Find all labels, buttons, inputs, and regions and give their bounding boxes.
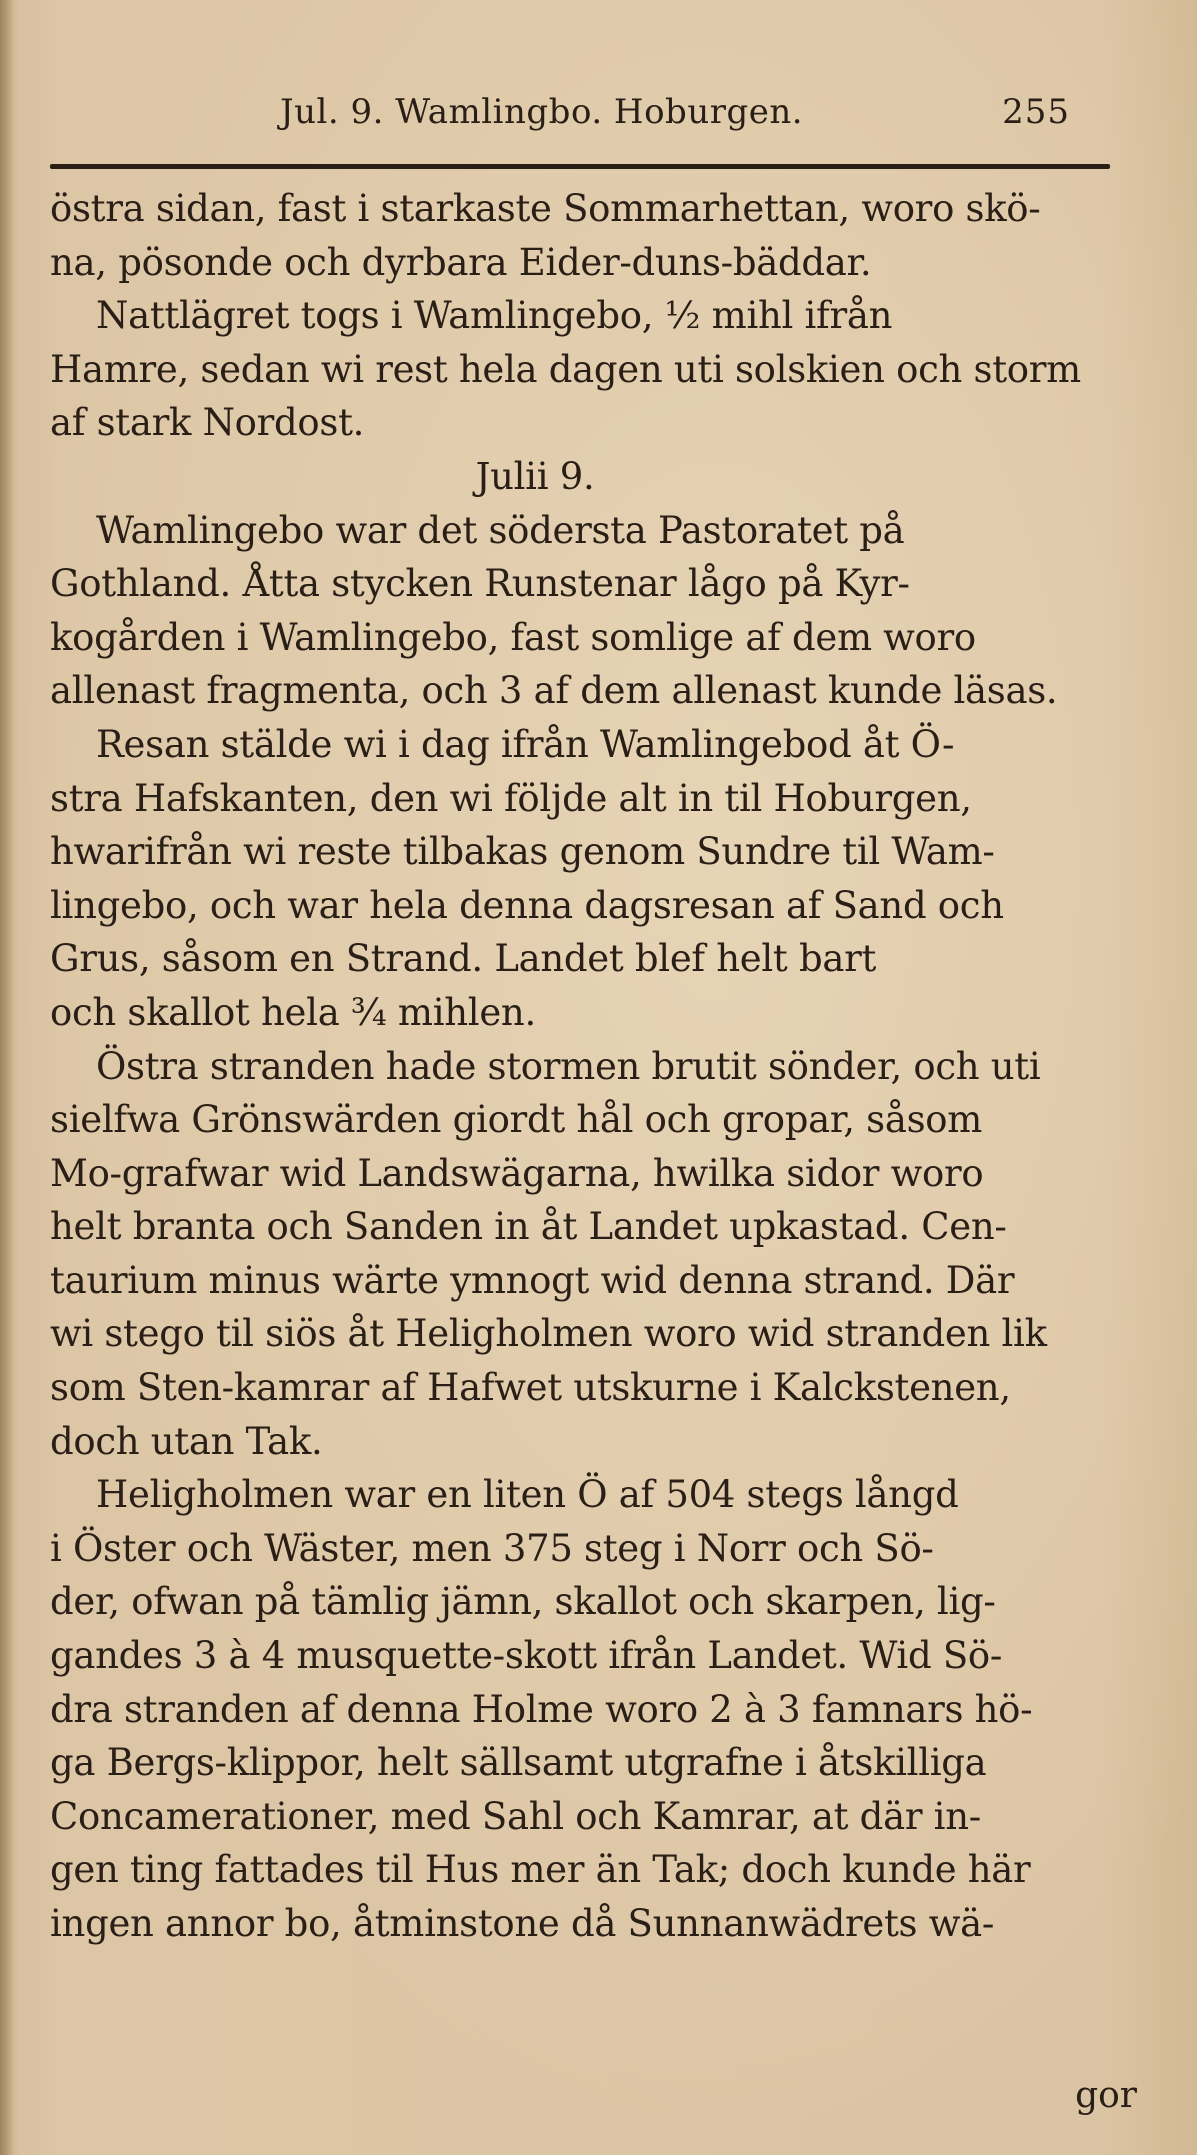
- text-line: na, pösonde och dyrbara Eider-duns-bäddar.: [50, 240, 872, 284]
- text-line: af stark Nordost.: [50, 401, 365, 445]
- text-line: Nattlägret togs i Wamlingebo, ½ mihl ifrån: [96, 294, 893, 338]
- text-line: som Sten-kamrar af Hafwet utskurne i Kalckstenen,: [50, 1366, 1011, 1410]
- text-line: Grus, såsom en Strand. Landet blef helt bart: [50, 937, 877, 981]
- binding-shadow: [0, 0, 14, 2155]
- text-line: Hamre, sedan wi rest hela dagen uti solskien och storm: [50, 347, 1081, 391]
- text-line: taurium minus wärte ymnogt wid denna strand. Där: [50, 1258, 1015, 1302]
- text-line: kogården i Wamlingebo, fast somlige af dem woro: [50, 615, 976, 659]
- text-line: gen ting fattades til Hus mer än Tak; doch kunde här: [50, 1848, 1031, 1892]
- text-line: Resan stälde wi i dag ifrån Wamlingebod åt Ö-: [96, 722, 955, 766]
- text-line: gandes 3 à 4 musquette-skott ifrån Landet. Wid Sö-: [50, 1634, 1003, 1678]
- text-line: Mo-grafwar wid Landswägarna, hwilka sidor woro: [50, 1151, 984, 1195]
- text-line: sielfwa Grönswärden giordt hål och gropar, såsom: [50, 1098, 983, 1142]
- text-line: Wamlingebo war det södersta Pastoratet på: [96, 508, 905, 552]
- text-line: wi stego til siös åt Heligholmen woro wid stranden lik: [50, 1312, 1047, 1356]
- page-header: [50, 92, 1110, 152]
- text-line: allenast fragmenta, och 3 af dem allenast kunde läsas.: [50, 669, 1058, 713]
- text-line: Östra stranden hade stormen brutit sönder, och uti: [96, 1044, 1041, 1088]
- text-line: der, ofwan på tämlig jämn, skallot och skarpen, lig-: [50, 1580, 996, 1624]
- text-line: helt branta och Sanden in åt Landet upkastad. Cen-: [50, 1205, 1007, 1249]
- text-line: och skallot hela ¾ mihlen.: [50, 990, 536, 1034]
- date-heading: Julii 9.: [475, 454, 595, 498]
- text-line: hwarifrån wi reste tilbakas genom Sundre til Wam-: [50, 830, 995, 874]
- text-line: östra sidan, fast i starkaste Sommarhettan, woro skö-: [50, 187, 1041, 230]
- text-line: doch utan Tak.: [50, 1419, 323, 1463]
- text-line: Gothland. Åtta stycken Runstenar lågo på Kyr-: [50, 562, 910, 606]
- catchword: gor: [1075, 2075, 1137, 2116]
- text-line: lingebo, och war hela denna dagsresan af Sand och: [50, 883, 1004, 927]
- running-head: Jul. 9. Wamlingbo. Hoburgen.: [280, 92, 804, 132]
- page-number: 255: [1002, 92, 1070, 132]
- text-line: ingen annor bo, åtminstone då Sunnanwädrets wä-: [50, 1902, 995, 1945]
- body-text: [50, 182, 1110, 1951]
- text-line: Heligholmen war en liten Ö af 504 stegs långd: [96, 1473, 959, 1517]
- text-line: stra Hafskanten, den wi följde alt in til Hoburgen,: [50, 776, 972, 820]
- header-rule: [50, 164, 1110, 169]
- text-line: i Öster och Wäster, men 375 steg i Norr och Sö-: [50, 1526, 934, 1570]
- text-line: Concamerationer, med Sahl och Kamrar, at där in-: [50, 1794, 981, 1838]
- text-line: ga Bergs-klippor, helt sällsamt utgrafne i åtskilliga: [50, 1741, 987, 1785]
- text-line: dra stranden af denna Holme woro 2 à 3 famnars hö-: [50, 1687, 1033, 1731]
